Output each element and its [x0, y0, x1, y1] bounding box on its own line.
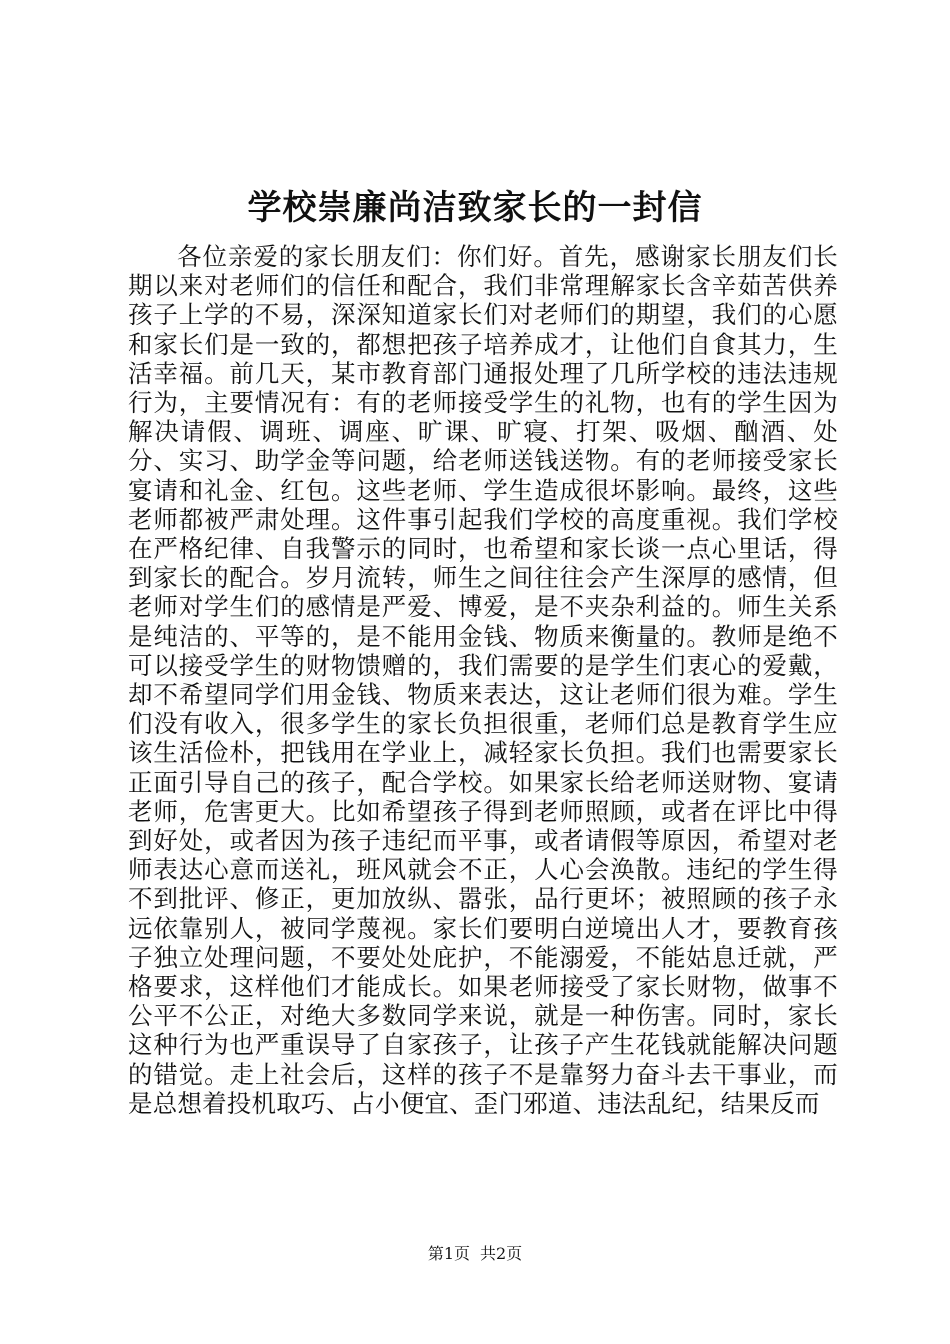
page-footer	[0, 1244, 950, 1264]
page-total: 共2页	[480, 1244, 523, 1263]
document-title: 学校崇廉尚洁致家长的一封信	[247, 188, 703, 228]
page-number: 第1页	[427, 1244, 470, 1263]
letter-body	[128, 242, 838, 1118]
letter-paragraph: 各位亲爱的家长朋友们：你们好。首先，感谢家长朋友们长期以来对老师们的信任和配合，我们非常理解家长含辛茹苦供养孩子上学的不易，深深知道家长们对老师们的期望，我们的心愿和家长们是一致的，都想把孩子培养成才，让他们自食其力，生活幸福。前几天，某市教育部门通报处理了几所学校的违法违规行为，主要情况有：有的老师接受学生的礼物，也有的学生因为解决请假、调班、调座、旷课、旷寝、打架、吸烟、酗酒、处分、实习、助学金等问题，给老师送钱送物。有的老师接受家长宴请和礼金、红包。这些老师、学生造成很坏影响。最终，这些老师都被严肃处理。这件事引起我们学校的高度重视。我们学校在严格纪律、自我警示的同时，也希望和家长谈一点心里话，得到家长的配合。岁月流转，师生之间往往会产生深厚的感情，但老师对学生们的感情是严爱、博爱，是不夹杂利益的。师生关系是纯洁的、平等的，是不能用金钱、物质来衡量的。教师是绝不可以接受学生的财物馈赠的，我们需要的是学生们衷心的爱戴，却不希望同学们用金钱、物质来表达，这让老师们很为难。学生们没有收入，很多学生的家长负担很重，老师们总是教育学生应该生活俭朴，把钱用在学业上，减轻家长负担。我们也需要家长正面引导自己的孩子，配合学校。如果家长给老师送财物、宴请老师，危害更大。比如希望孩子得到老师照顾，或者在评比中得到好处，或者因为孩子违纪而平事，或者请假等原因，希望对老师表达心意而送礼，班风就会不正，人心会涣散。违纪的学生得不到批评、修正，更加放纵、嚣张，品行更坏；被照顾的孩子永远依靠别人，被同学蔑视。家长们要明白逆境出人才，要教育孩子独立处理问题，不要处处庇护，不能溺爱，不能姑息迁就，严格要求，这样他们才能成长。如果老师接受了家长财物，做事不公平不公正，对绝大多数同学来说，就是一种伤害。同时，家长这种行为也严重误导了自家孩子，让孩子产生花钱就能解决问题的错觉。走上社会后，这样的孩子不是靠努力奋斗去干事业，而是总想着投机取巧、占小便宜、歪门邪道、违法乱纪，结果反而	[128, 242, 838, 1118]
